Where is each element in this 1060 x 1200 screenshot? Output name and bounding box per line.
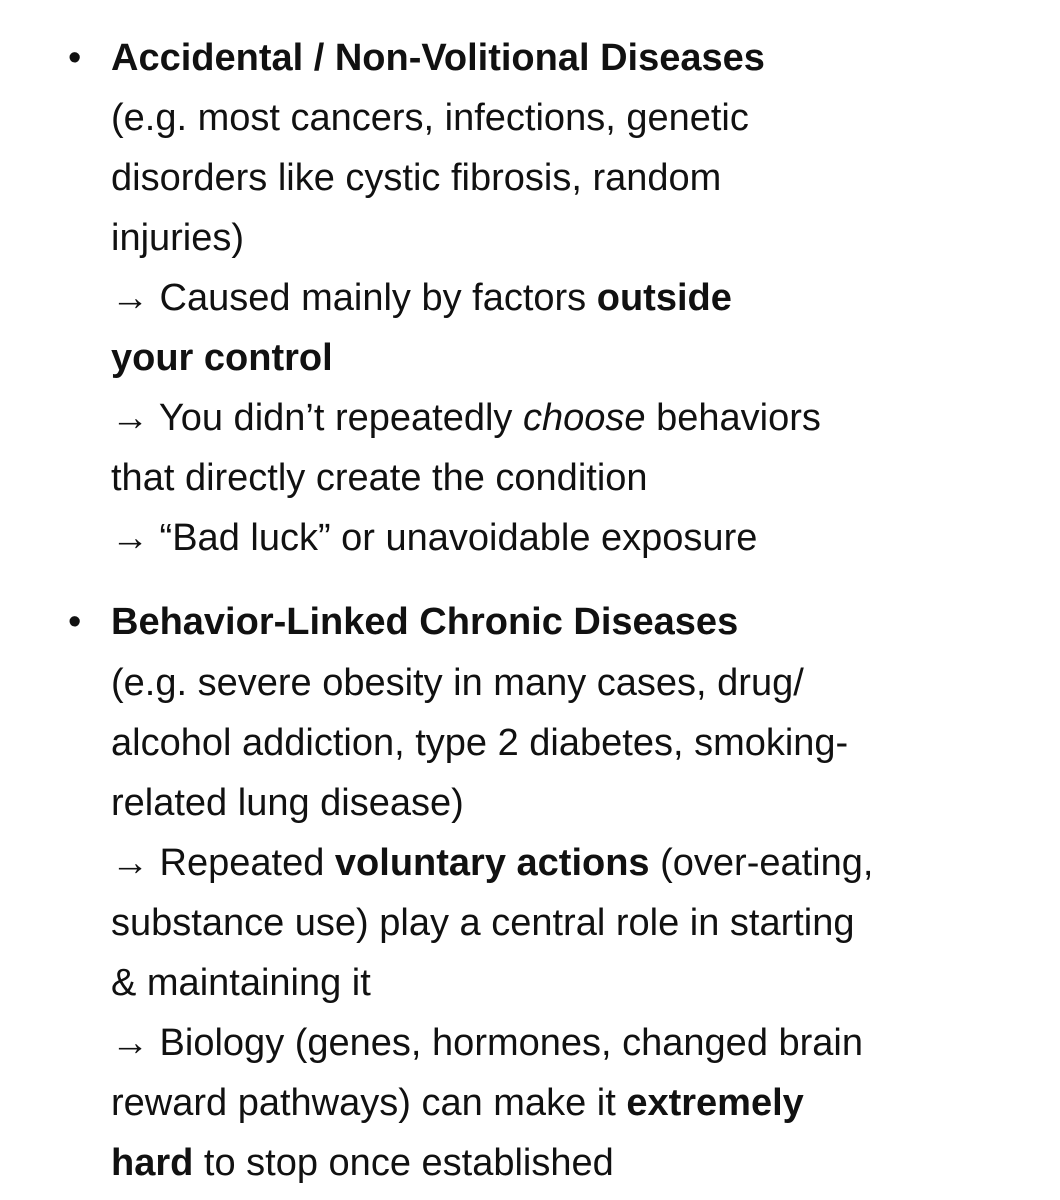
heading-accidental: Accidental / Non-Volitional Diseases: [111, 37, 765, 79]
point-outside-control: [111, 268, 732, 328]
point-bad-luck: → “Bad luck” or unavoidable exposure: [111, 517, 758, 559]
heading-behavior-linked: Behavior-Linked Chronic Diseases: [111, 601, 739, 643]
point-voluntary-actions: [111, 833, 873, 893]
examples-line: alcohol addiction, type 2 diabetes, smoking-: [111, 722, 849, 764]
examples-line: disorders like cystic fibrosis, random: [111, 157, 722, 199]
examples-line: related lung disease): [111, 782, 464, 824]
examples-line: (e.g. severe obesity in many cases, drug/: [111, 662, 804, 704]
point-text-continued: that directly create the condition: [111, 457, 648, 499]
point-text: → You didn’t repeatedly: [111, 397, 523, 439]
point-text: behaviors: [645, 397, 821, 439]
bullet-marker: •: [68, 601, 82, 643]
emphasis-extremely: extremely: [626, 1082, 804, 1124]
point-extremely-hard: [111, 1073, 804, 1133]
point-text: → Caused mainly by factors: [111, 277, 597, 319]
bullet-marker: •: [68, 37, 82, 79]
examples-line: injuries): [111, 217, 245, 259]
point-text: → Repeated: [111, 842, 335, 884]
emphasis-choose: choose: [522, 397, 646, 439]
point-text: (over-eating,: [649, 842, 874, 884]
point-text-continued: substance use) play a central role in starting: [111, 902, 855, 944]
emphasis-outside: outside: [596, 277, 732, 319]
point-text: to stop once established: [193, 1142, 614, 1184]
emphasis-hard: hard: [111, 1142, 194, 1184]
point-text-continued: & maintaining it: [111, 962, 371, 1004]
point-text: reward pathways) can make it: [111, 1082, 627, 1124]
emphasis-voluntary-actions: voluntary actions: [334, 842, 650, 884]
examples-line: (e.g. most cancers, infections, genetic: [111, 97, 749, 139]
point-choose-behaviors: [111, 388, 821, 448]
emphasis-your-control: your control: [111, 337, 333, 379]
point-hard-to-stop: [111, 1133, 614, 1193]
point-biology: → Biology (genes, hormones, changed brain: [111, 1022, 864, 1064]
